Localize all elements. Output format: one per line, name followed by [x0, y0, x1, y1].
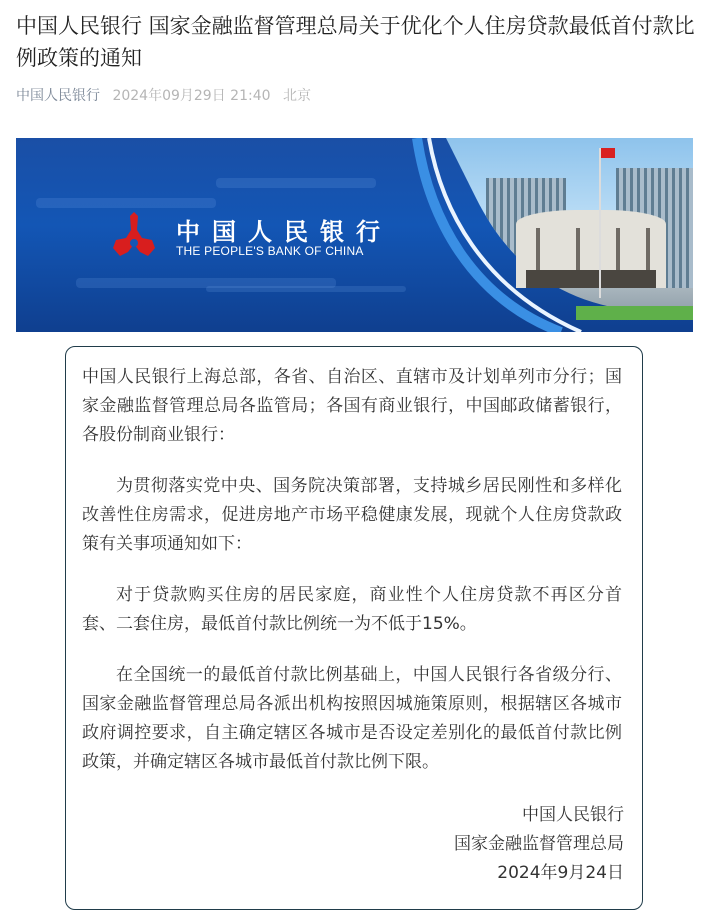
light-streak: [216, 178, 376, 188]
article-meta: [16, 86, 311, 106]
publish-time: 2024年09月29日 21:40: [112, 88, 271, 104]
logo-english-name: THE PEOPLE'S BANK OF CHINA: [176, 244, 364, 258]
lawn: [576, 306, 693, 320]
notice-paragraph-local: 在全国统一的最低首付款比例基础上，中国人民银行各省级分行、国家金融监督管理总局各派出机构按照因城施策原则，根据辖区各城市政府调控要求，自主确定辖区各城市是否设定差别化的最低首付款比例政策，并确定辖区各城市最低首付款比例下限。: [82, 665, 622, 772]
source-account-link[interactable]: 中国人民银行: [16, 88, 100, 104]
signature-org-nfra: 国家金融监督管理总局: [454, 834, 624, 854]
pboc-banner-image: [16, 138, 693, 332]
light-streak: [206, 286, 406, 292]
notice-addressees: 中国人民银行上海总部，各省、自治区、直辖市及计划单列市分行；国家金融监督管理总局各监管局；各国有商业银行，中国邮政储蓄银行，各股份制商业银行：: [82, 367, 622, 445]
publish-location: 北京: [282, 88, 311, 104]
light-streak: [36, 198, 216, 208]
notice-box: [65, 346, 643, 910]
logo-chinese-name: 中国人民银行: [176, 217, 392, 246]
notice-signature: [454, 801, 624, 888]
article-title: 中国人民银行 国家金融监督管理总局关于优化个人住房贷款最低首付款比例政策的通知: [16, 14, 695, 70]
signature-date: 2024年9月24日: [497, 863, 624, 883]
flag-icon: [601, 148, 615, 158]
flagpole: [599, 148, 601, 298]
notice-paragraph-intro: 为贯彻落实党中央、国务院决策部署，支持城乡居民刚性和多样化改善性住房需求，促进房地产市场平稳健康发展，现就个人住房贷款政策有关事项通知如下：: [82, 476, 622, 554]
pboc-logo-icon: [112, 210, 156, 258]
signature-org-pboc: 中国人民银行: [522, 805, 624, 825]
banner-swoosh: [411, 138, 591, 332]
notice-paragraph-policy: 对于贷款购买住房的居民家庭，商业性个人住房贷款不再区分首套、二套住房，最低首付款比例统一为不低于15%。: [82, 585, 622, 634]
